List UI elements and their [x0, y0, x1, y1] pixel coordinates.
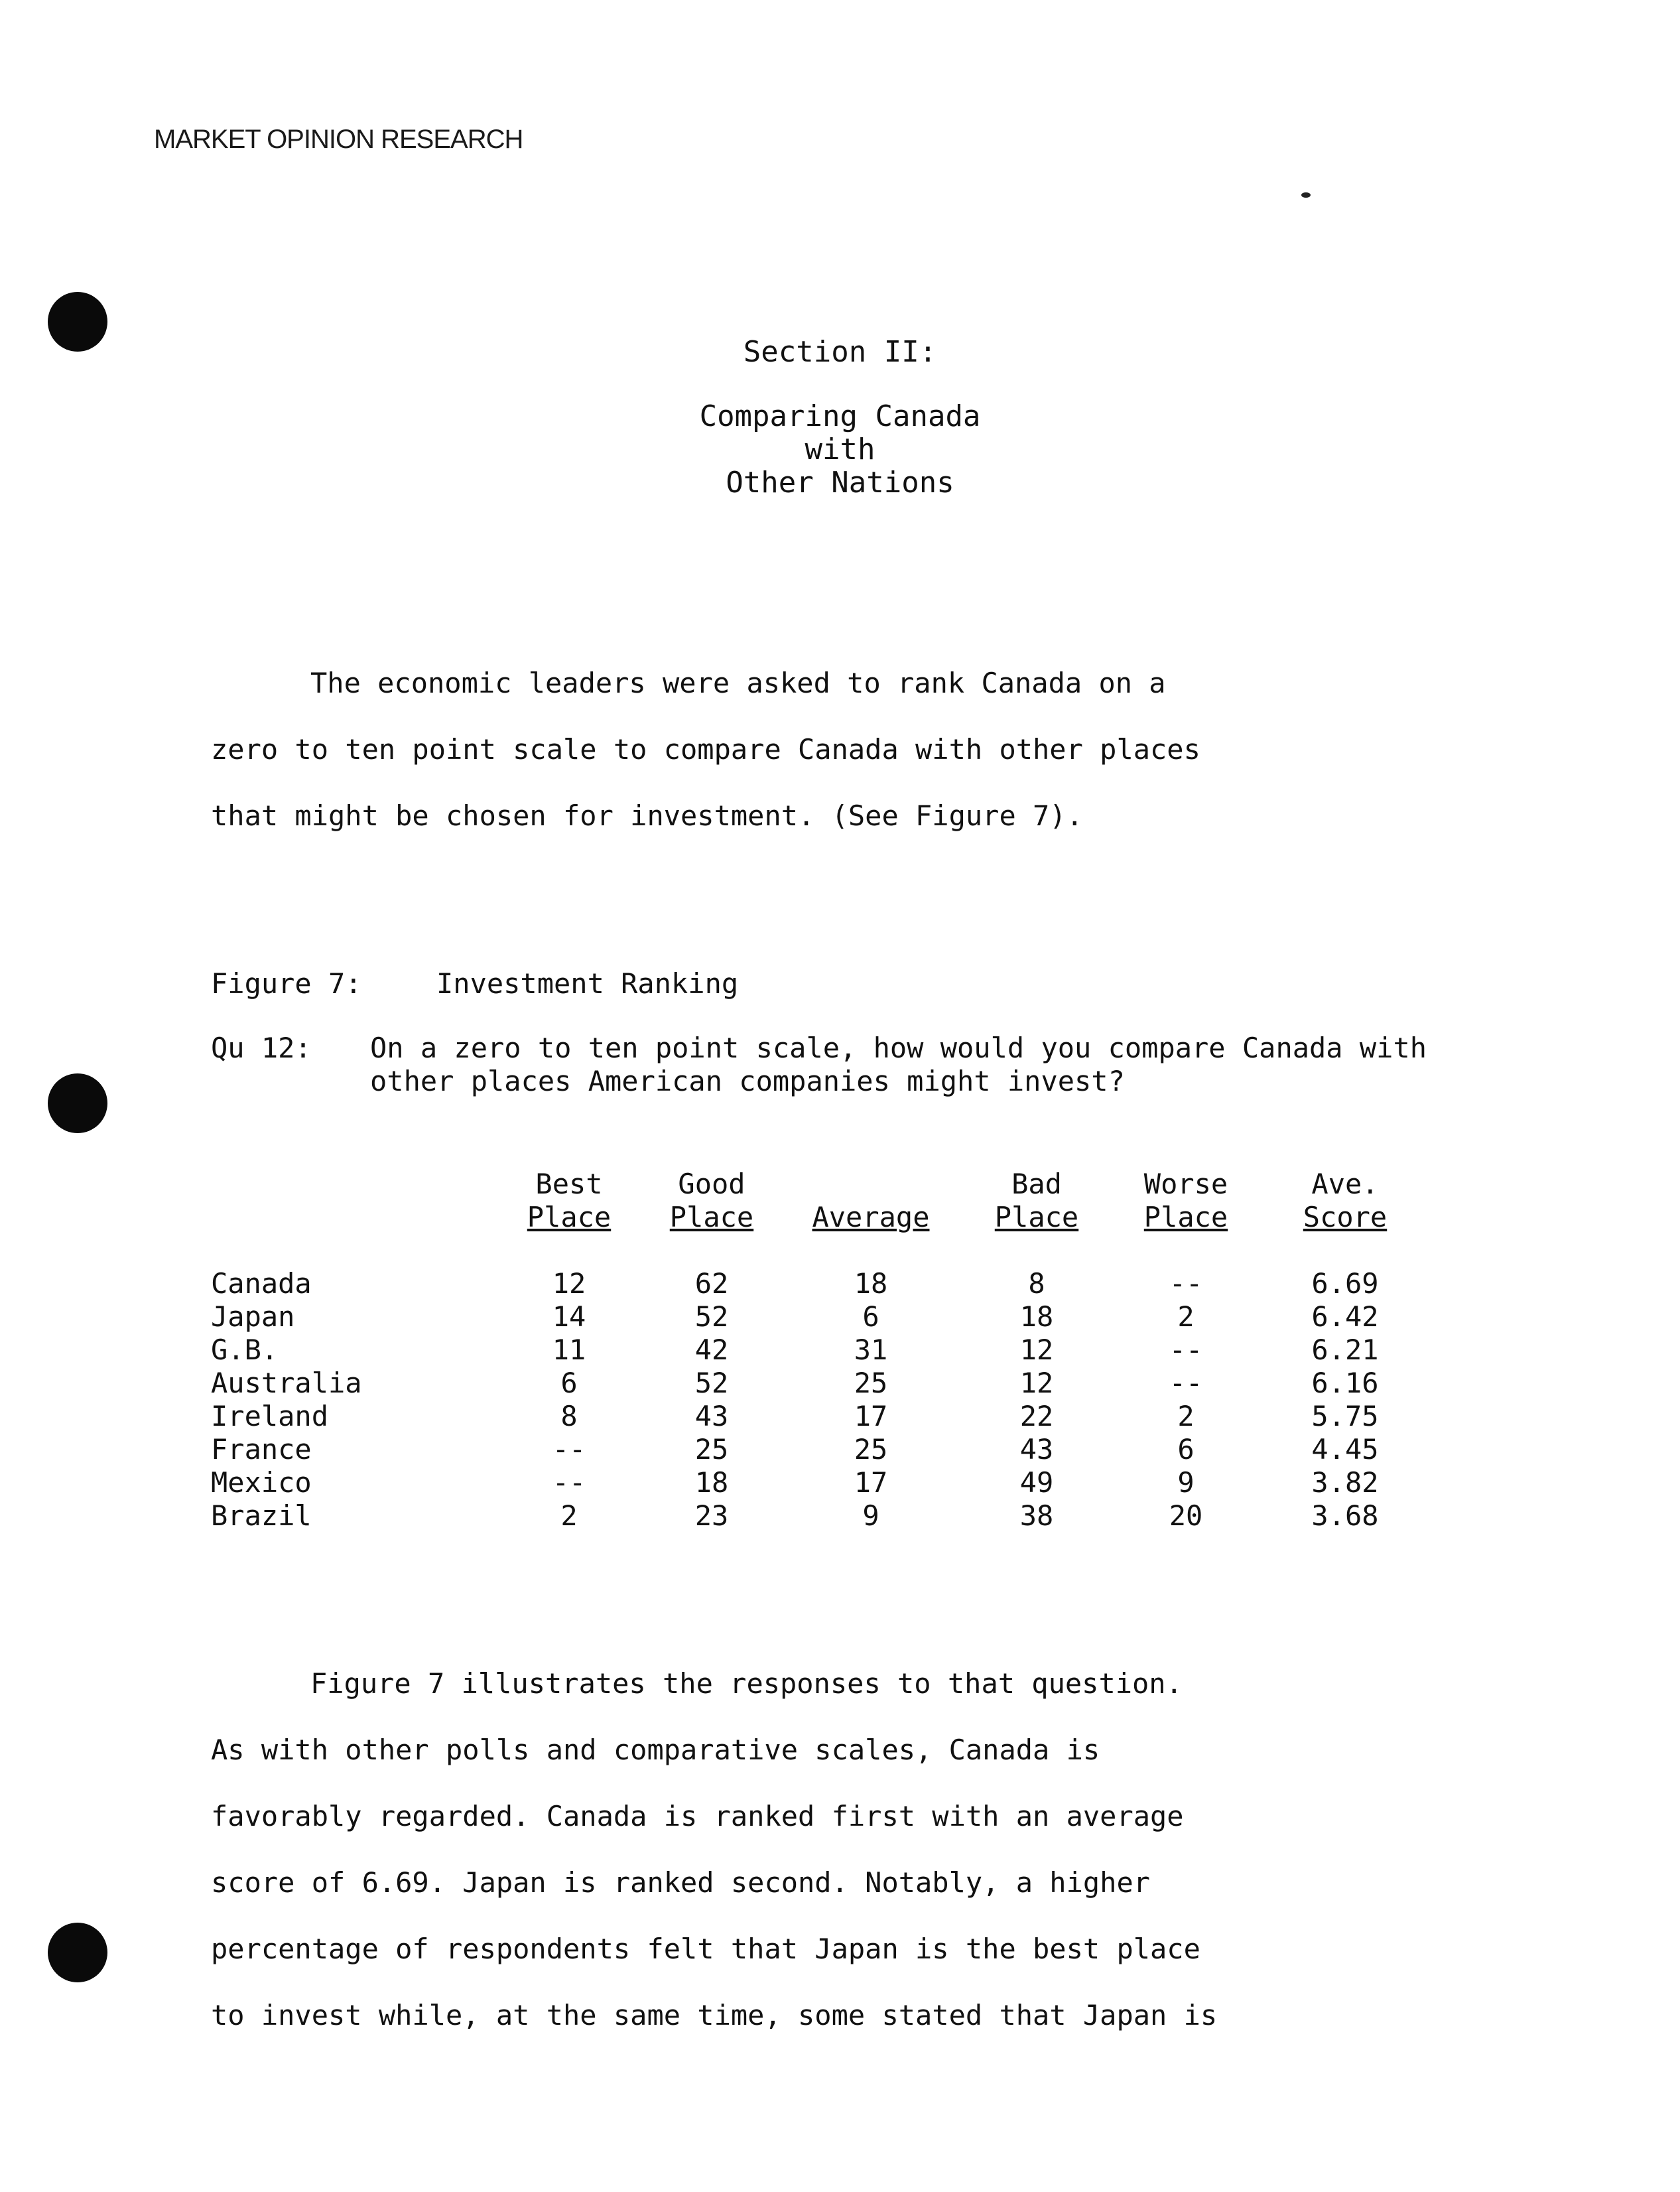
table-row: Canada 12 62 18 8 -- 6.69 [211, 1267, 1379, 1300]
intro-line-2: zero to ten point scale to compare Canada with other places [211, 733, 1200, 766]
col-average: Average [812, 1201, 930, 1233]
col-best-place: Best Place [527, 1168, 612, 1233]
intro-paragraph [211, 650, 1200, 849]
question-text: On a zero to ten point scale, how would you compare Canada with other places American companies might invest? [370, 1032, 1427, 1097]
punch-hole-bottom [48, 1923, 107, 1982]
figure-caption [211, 967, 738, 1000]
body-paragraph [211, 1651, 1217, 2049]
table-row: G.B. 11 42 31 12 -- 6.21 [211, 1334, 1379, 1366]
section-subtitle-2: with [805, 433, 875, 466]
question-number: Qu 12: [211, 1032, 312, 1064]
question-block [211, 1032, 1471, 1098]
col-worse-place: Worse Place [1143, 1168, 1228, 1233]
table-row: France -- 25 25 43 6 4.45 [211, 1433, 1379, 1466]
body-line-6: to invest while, at the same time, some stated that Japan is [211, 1999, 1218, 2031]
body-line-1: Figure 7 illustrates the responses to that question. [310, 1667, 1183, 1700]
body-line-4: score of 6.69. Japan is ranked second. Notably, a higher [211, 1866, 1151, 1899]
section-subtitle-3: Other Nations [726, 466, 954, 500]
col-ave-score: Ave. Score [1303, 1168, 1388, 1233]
figure-title: Investment Ranking [436, 967, 739, 1000]
table-row: Ireland 8 43 17 22 2 5.75 [211, 1400, 1379, 1432]
intro-line-3: that might be chosen for investment. (See Figure 7). [211, 799, 1083, 832]
table-row: Brazil 2 23 9 38 20 3.68 [211, 1499, 1379, 1532]
intro-line-1: The economic leaders were asked to rank Canada on a [310, 667, 1166, 699]
scan-speck [1301, 192, 1311, 198]
col-bad-place: Bad Place [994, 1168, 1079, 1233]
body-line-3: favorably regarded. Canada is ranked first with an average [211, 1800, 1184, 1832]
table-row: Japan 14 52 6 18 2 6.42 [211, 1300, 1379, 1333]
section-subtitle-1: Comparing Canada [699, 399, 981, 433]
table-row: Australia 6 52 25 12 -- 6.16 [211, 1367, 1379, 1399]
country-header [211, 1168, 496, 1234]
investment-ranking-table [211, 1168, 1431, 1533]
body-line-2: As with other polls and comparative scales, Canada is [211, 1734, 1100, 1766]
col-good-place: Good Place [669, 1168, 754, 1233]
section-title: Section II: [743, 335, 937, 369]
letterhead: MARKET OPINION RESEARCH [154, 125, 523, 154]
punch-hole-middle [48, 1073, 107, 1133]
figure-label: Figure 7: [211, 967, 362, 1000]
body-line-5: percentage of respondents felt that Japan is the best place [211, 1933, 1200, 1965]
table-row: Mexico -- 18 17 49 9 3.82 [211, 1466, 1379, 1499]
